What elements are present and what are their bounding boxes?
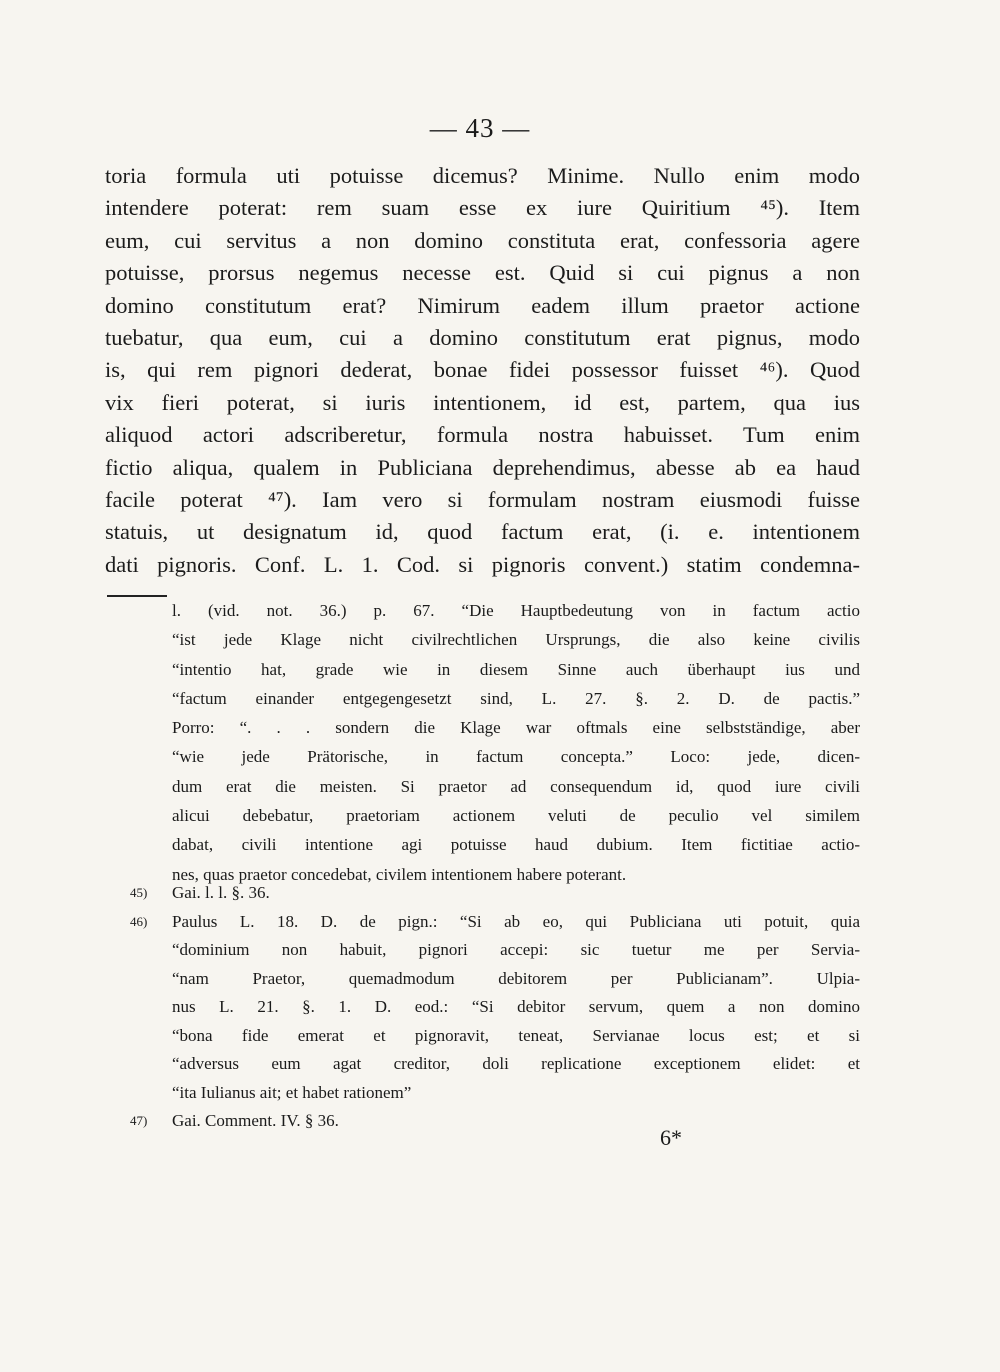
body-line: domino constitutum erat? Nimirum eadem illum praetor actione (105, 292, 860, 318)
body-line: statuis, ut designatum id, quod factum erat, (i. e. intentionem (105, 519, 860, 545)
footnote-line: nes, quas praetor concedebat, civilem intentionem habere poterant. (172, 864, 627, 884)
footnote-line: dabat, civili intentione agi potuisse haud dubium. Item fictitiae actio- (172, 835, 860, 855)
footnote-line: Porro: “. . . sondern die Klage war oftmals eine selbstständige, aber (172, 718, 860, 738)
body-line: dati pignoris. Conf. L. 1. Cod. si pignoris convent.) statim condemna- (105, 551, 860, 577)
footnote-line: Gai. l. l. §. 36. (172, 883, 270, 902)
footnote-mark: 46) (130, 913, 148, 929)
footnote-line: dum erat die meisten. Si praetor ad consequendum id, quod iure civili (172, 776, 860, 796)
page-number: — 43 — (429, 113, 531, 143)
body-line: aliquod actori adscriberetur, formula nostra habuisset. Tum enim (105, 422, 860, 448)
main-text (105, 160, 860, 581)
body-line: is, qui rem pignori dederat, bonae fidei possessor fuisset ⁴⁶). Quod (105, 357, 860, 383)
body-line: intendere poterat: rem suam esse ex iure Quiritium ⁴⁵). Item (105, 195, 860, 221)
footnote-line: “bona fide emerat et pignoravit, teneat, Servianae locus est; et si (172, 1025, 860, 1045)
footnotes (130, 879, 860, 1136)
footnote-line: “intentio hat, grade wie in diesem Sinne auch überhaupt ius und (172, 659, 860, 679)
footnote-line: “nam Praetor, quemadmodum debitorem per Publicianam”. Ulpia- (172, 968, 860, 988)
footnote-45 (130, 879, 860, 908)
signature-mark: 6* (660, 1125, 682, 1150)
footnote-line: nus L. 21. §. 1. D. eod.: “Si debitor servum, quem a non domino (172, 997, 860, 1016)
footnote-line: “factum einander entgegengesetzt sind, L. 27. §. 2. D. de pactis.” (172, 688, 860, 708)
body-line: vix fieri poterat, si iuris intentionem, id est, partem, qua ius (105, 389, 860, 415)
body-line: eum, cui servitus a non domino constituta erat, confessoria agere (105, 227, 860, 253)
body-line: toria formula uti potuisse dicemus? Minime. Nullo enim modo (105, 163, 860, 188)
footnote-47 (130, 1107, 860, 1136)
body-line: fictio aliqua, qualem in Publiciana deprehendimus, abesse ab ea haud (105, 454, 860, 480)
footnote-line: “ita Iulianus ait; et habet rationem” (172, 1082, 412, 1102)
footnote-line: alicui debebatur, praetoriam actionem veluti de peculio vel similem (172, 806, 860, 826)
footnote-continuation (172, 596, 860, 889)
footnote-line: Paulus L. 18. D. de pign.: “Si ab eo, qui Publiciana uti potuit, quia (172, 911, 860, 931)
footnote-line: “adversus eum agat creditor, doli replicatione exceptionem elidet: et (172, 1054, 860, 1073)
footnote-line: Gai. Comment. IV. § 36. (172, 1111, 339, 1130)
footnote-line: “wie jede Prätorische, in factum concepta.” Loco: jede, dicen- (172, 747, 860, 767)
body-line: potuisse, prorsus negemus necesse est. Quid si cui pignus a non (105, 260, 860, 286)
footnote-line: “ist jede Klage nicht civilrechtlichen Ursprungs, die also keine civilis (172, 630, 860, 650)
footnote-mark: 47) (130, 1113, 148, 1128)
footnote-line: “dominium non habuit, pignori accepi: sic tuetur me per Servia- (172, 940, 860, 959)
footnote-46 (130, 908, 860, 1108)
footnote-line: l. (vid. not. 36.) p. 67. “Die Hauptbedeutung von in factum actio (172, 601, 860, 620)
footnote-separator (107, 595, 167, 597)
body-line: tuebatur, qua eum, cui a domino constitutum erat pignus, modo (105, 324, 860, 350)
footnote-mark: 45) (130, 885, 148, 900)
body-line: facile poterat ⁴⁷). Iam vero si formulam nostram eiusmodi fuisse (105, 486, 860, 512)
